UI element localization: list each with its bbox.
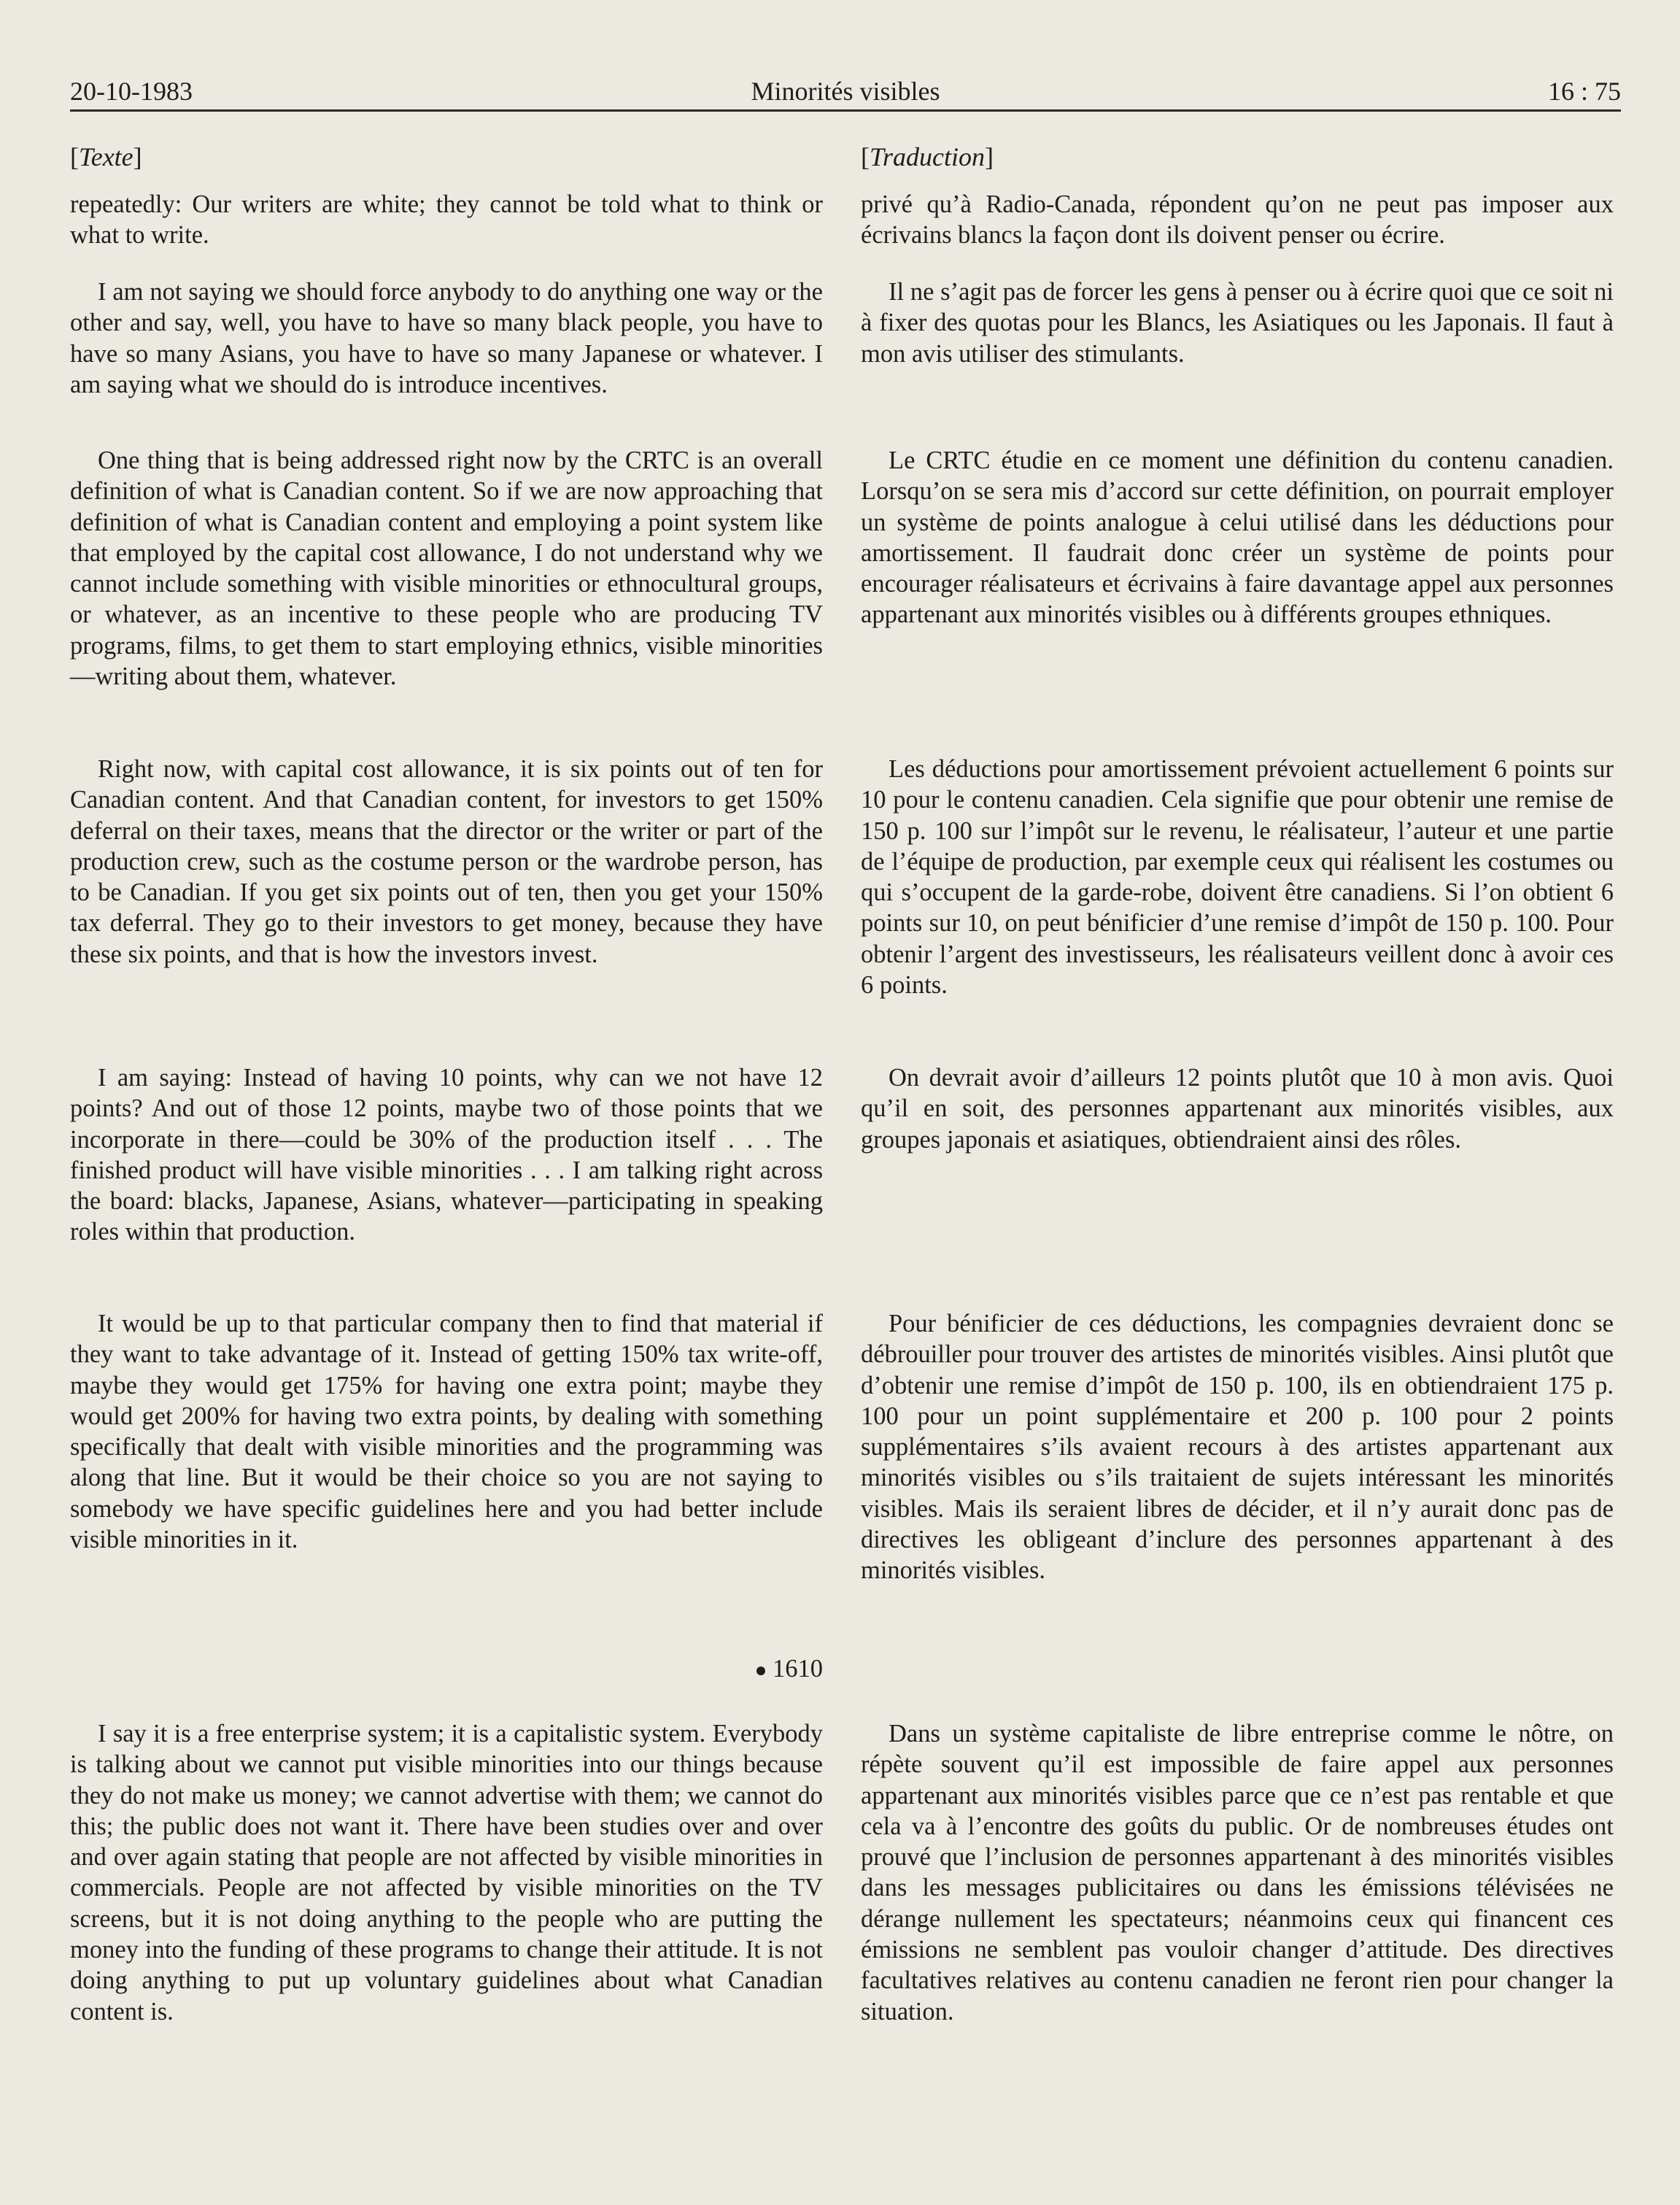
en-paragraph-4: Right now, with capital cost allowance, it is six points out of ten for Canadian content. And that Canadian content, for investors to get 150% deferral on their taxes, means that the director or the writer or part of the production crew, such as the costume person or the wardrobe person, has to be Canadian. If you get six points out of ten, then you get your 150% tax deferral. They go to their investors to get money, because they have these six points, and that is how the investors invest.	[70, 755, 823, 968]
en-paragraph-1: repeatedly: Our writers are white; they cannot be told what to think or what to write.	[70, 190, 823, 250]
fr-paragraph-2: Il ne s’agit pas de forcer les gens à penser ou à écrire quoi que ce soit ni à fixer des quotas pour les Blancs, les Asiatiques ou les Japonais. Il faut à mon avis utiliser des stimulants.	[861, 278, 1614, 368]
fr-paragraph-1: privé qu’à Radio-Canada, répondent qu’on ne peut pas imposer aux écrivains blancs la façon dont ils doivent penser ou écrire.	[861, 190, 1614, 250]
column-label-traduction: [Traduction]	[861, 142, 994, 171]
header-rule	[70, 109, 1621, 112]
fr-paragraph-7: Dans un système capitaliste de libre entreprise comme le nôtre, on répète souvent qu’il est impossible de faire appel aux personnes appartenant aux minorités visibles parce que ce n’est pas rentable et que cela va à l’encontre des goûts du public. Or de nombreuses études ont prouvé que l’inclusion de personnes appartenant à des minorités visibles dans les messages publicitaires ou dans les émissions télévisées ne dérange nullement les spectateurs; néanmoins ceux qui financent ces émissions ne semblent pas vouloir changer d’attitude. Des directives facultatives relatives au contenu canadien ne feront rien pour changer la situation.	[861, 1720, 1614, 2026]
column-label-texte: [Texte]	[70, 142, 142, 171]
en-paragraph-7: I say it is a free enterprise system; it is a capitalistic system. Everybody is talking about we cannot put visible minorities into our things because they do not make us money; we cannot advertise with them; we cannot do this; the public does not want it. There have been studies over and over and over again stating that people are not affected by visible minorities in commercials. People are not affected by visible minorities on the TV screens, but it is not doing anything to the people who are putting the money into the funding of these programs to change their attitude. It is not doing anything to put up voluntary guidelines about what Canadian content is.	[70, 1720, 823, 2026]
header-title: Minorités visibles	[751, 77, 940, 106]
en-paragraph-3: One thing that is being addressed right now by the CRTC is an overall definition of what is Canadian content. So if we are now approaching that definition of what is Canadian content and employing a point system like that employed by the capital cost allowance, I do not understand why we cannot include something with visible minorities or ethnocultural groups, or whatever, as an incentive to these people who are producing TV programs, films, to get them to start employing ethnics, visible minorities—writing about them, whatever.	[70, 447, 823, 691]
header-date: 20-10-1983	[70, 77, 193, 106]
fr-paragraph-5: On devrait avoir d’ailleurs 12 points plutôt que 10 à mon avis. Quoi qu’il en soit, des personnes appartenant aux minorités visibles, aux groupes japonais et asiatiques, obtiendraient ainsi des rôles.	[861, 1064, 1614, 1154]
fr-paragraph-6: Pour bénificier de ces déductions, les compagnies devraient donc se débrouiller pour trouver des artistes de minorités visibles. Ainsi plutôt que d’obtenir une remise d’impôt de 150 p. 100, ils en obtiendraient 175 p. 100 pour un point supplémentaire et 200 p. 100 pour 2 points supplémentaires s’ils avaient recours à des artistes appartenant aux minorités visibles ou s’ils traitaient de sujets intéressant les minorités visibles. Mais ils seraient libres de décider, et il n’y aurait donc pas de directives les obligeant d’inclure des personnes appartenant à des minorités visibles.	[861, 1310, 1614, 1585]
page-header	[70, 73, 1621, 109]
en-paragraph-2: I am not saying we should force anybody to do anything one way or the other and say, well, you have to have so many black people, you have to have so many Asians, you have to have so many Japanese or whatever. I am saying what we should do is introduce incentives.	[70, 278, 823, 398]
time-marker: 1610	[756, 1653, 823, 1685]
fr-paragraph-4: Les déductions pour amortissement prévoient actuellement 6 points sur 10 pour le contenu canadien. Cela signifie que pour obtenir une remise de 150 p. 100 sur l’impôt sur le revenu, le réalisateur, l’auteur et une partie de l’équipe de production, par exemple ceux qui réalisent les costumes ou qui s’occupent de la garde-robe, doivent être canadiens. Si l’on obtient 6 points sur 10, on peut bénificier d’une remise d’impôt de 150 p. 100. Pour obtenir l’argent des investisseurs, les réalisateurs veillent donc à avoir ces 6 points.	[861, 755, 1614, 1000]
en-paragraph-6: It would be up to that particular company then to find that material if they want to take advantage of it. Instead of getting 150% tax write-off, maybe they would get 175% for having one extra point; maybe they would get 200% for having two extra points, by dealing with something specifically that dealt with visible minorities and the programming was along that line. But it would be their choice so you are not saying to somebody we have specific guidelines here and you had better include visible minorities in it.	[70, 1310, 823, 1554]
bullet-icon	[756, 1667, 765, 1675]
fr-paragraph-3: Le CRTC étudie en ce moment une définition du contenu canadien. Lorsqu’on se sera mis d’accord sur cette définition, on pourrait employer un système de points analogue à celui utilisé dans les déductions pour amortissement. Il faudrait donc créer un système de points pour encourager réalisateurs et écrivains à faire davantage appel aux personnes appartenant aux minorités visibles ou à différents groupes ethniques.	[861, 447, 1614, 629]
en-paragraph-5: I am saying: Instead of having 10 points, why can we not have 12 points? And out of those 12 points, maybe two of those points that we incorporate in there—could be 30% of the production itself . . . The finished product will have visible minorities . . . I am talking right across the board: blacks, Japanese, Asians, whatever—participating in speaking roles within that production.	[70, 1064, 823, 1246]
header-page-number: 16 : 75	[1547, 77, 1621, 106]
